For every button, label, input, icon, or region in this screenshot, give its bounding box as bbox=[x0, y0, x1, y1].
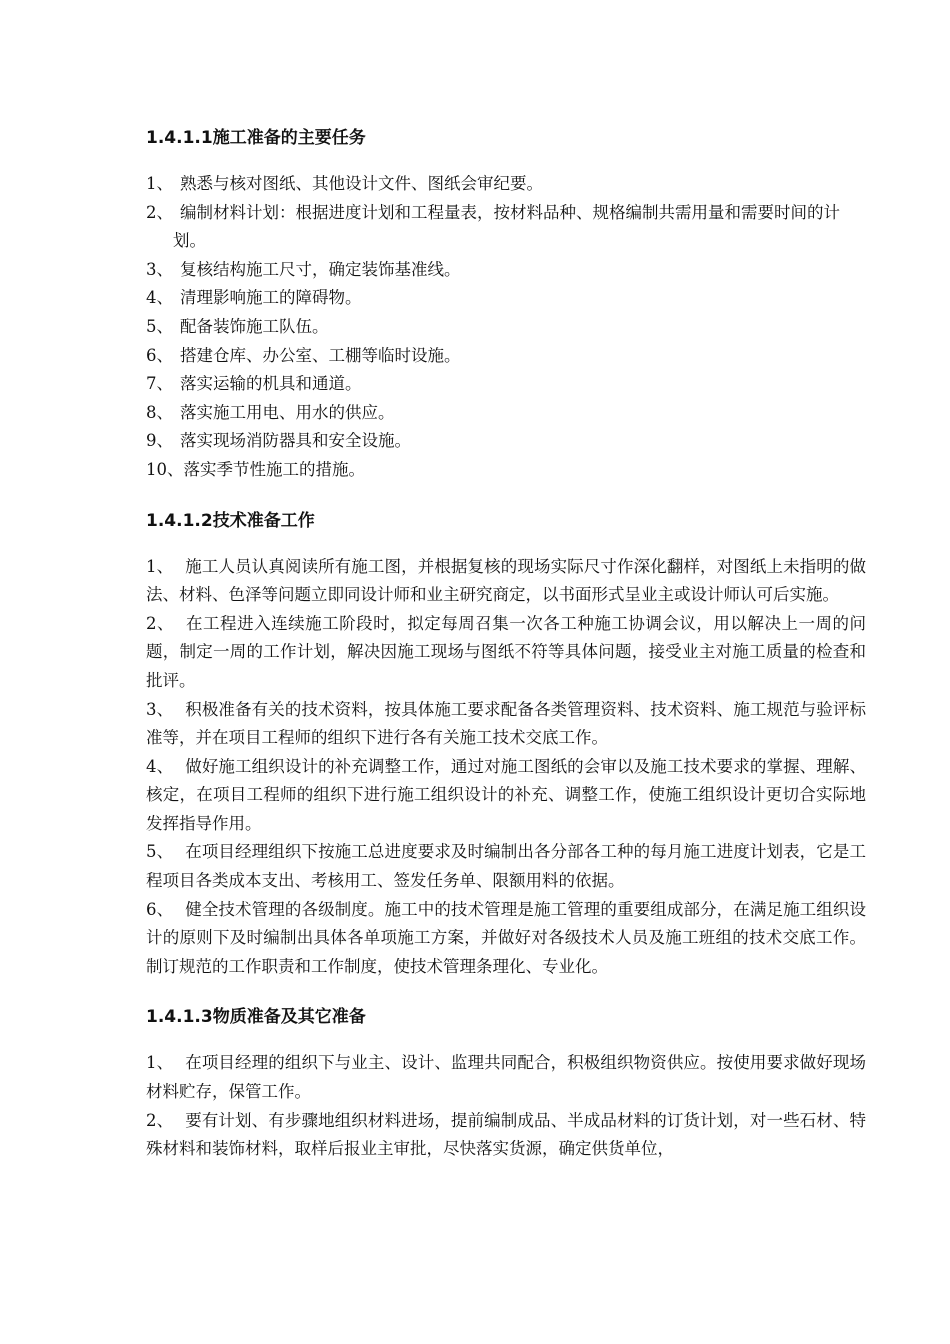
item-text: 积极准备有关的技术资料，按具体施工要求配备各类管理资料、技术资料、施工规范与验评标准等，并在项目工程师的组织下进行各有关施工技术交底工作。 bbox=[146, 699, 867, 748]
section-heading: 1.4.1.2技术准备工作 bbox=[146, 510, 315, 531]
item-text: 做好施工组织设计的补充调整工作，通过对施工图纸的会审以及施工技术要求的掌握、理解、核定，在项目工程师的组织下进行施工组织设计的补充、调整工作，使施工组织设计更切合实际地发挥指导作用。 bbox=[146, 756, 867, 833]
section-material-preparation bbox=[146, 1003, 866, 1163]
section-construction-preparation-tasks bbox=[146, 124, 866, 485]
item-number: 3、 bbox=[146, 699, 174, 719]
section-technical-preparation bbox=[146, 507, 866, 982]
task-list bbox=[146, 170, 866, 485]
item-text: 配备装饰施工队伍。 bbox=[180, 316, 329, 336]
item-number: 2、 bbox=[146, 1110, 174, 1130]
item-number: 8、 bbox=[146, 402, 173, 422]
list-item bbox=[146, 313, 866, 342]
document-body bbox=[146, 124, 866, 1164]
list-item bbox=[146, 610, 866, 696]
list-item bbox=[146, 342, 866, 371]
section-heading: 1.4.1.3物质准备及其它准备 bbox=[146, 1007, 366, 1028]
item-number: 2、 bbox=[146, 613, 175, 633]
list-item bbox=[146, 1049, 866, 1106]
item-text: 搭建仓库、办公室、工棚等临时设施。 bbox=[180, 345, 461, 365]
item-number: 5、 bbox=[146, 316, 173, 336]
item-number: 1、 bbox=[146, 174, 173, 193]
item-text: 施工人员认真阅读所有施工图，并根据复核的现场实际尺寸作深化翻样，对图纸上未指明的做法、材料、色泽等问题立即同设计师和业主研究商定，以书面形式呈业主或设计师认可后实施。 bbox=[146, 556, 867, 605]
item-text: 落实季节性施工的措施。 bbox=[183, 459, 365, 479]
list-item bbox=[146, 256, 866, 285]
item-number: 1、 bbox=[146, 1053, 174, 1073]
list-item bbox=[146, 170, 866, 199]
item-text: 落实现场消防器具和安全设施。 bbox=[180, 431, 411, 451]
item-number: 10、 bbox=[146, 459, 184, 479]
list-item bbox=[146, 399, 866, 428]
item-number: 1、 bbox=[146, 556, 174, 576]
item-number: 6、 bbox=[146, 345, 173, 365]
material-list bbox=[146, 1049, 866, 1163]
list-item bbox=[146, 696, 866, 753]
item-text: 复核结构施工尺寸，确定装饰基准线。 bbox=[180, 259, 461, 279]
item-number: 9、 bbox=[146, 431, 173, 451]
item-text: 在项目经理的组织下与业主、设计、监理共同配合，积极组织物资供应。按使用要求做好现场材料贮存，保管工作。 bbox=[146, 1053, 867, 1102]
item-number: 3、 bbox=[146, 259, 173, 279]
item-text: 要有计划、有步骤地组织材料进场，提前编制成品、半成品材料的订货计划，对一些石材、特殊材料和装饰材料，取样后报业主审批，尽快落实货源，确定供货单位， bbox=[146, 1110, 867, 1159]
list-item bbox=[146, 553, 866, 610]
list-item bbox=[146, 1107, 866, 1164]
list-item bbox=[146, 199, 866, 256]
item-text: 编制材料计划：根据进度计划和工程量表，按材料品种、规格编制共需用量和需要时间的计划。 bbox=[173, 202, 840, 251]
item-number: 4、 bbox=[146, 756, 174, 776]
item-number: 7、 bbox=[146, 374, 173, 394]
list-item bbox=[146, 427, 866, 456]
section-heading: 1.4.1.1施工准备的主要任务 bbox=[146, 128, 366, 148]
item-number: 5、 bbox=[146, 842, 174, 862]
list-item bbox=[146, 370, 866, 399]
item-text: 清理影响施工的障碍物。 bbox=[180, 288, 362, 308]
item-number: 6、 bbox=[146, 899, 174, 919]
list-item bbox=[146, 896, 866, 982]
list-item bbox=[146, 284, 866, 313]
technical-list bbox=[146, 553, 866, 982]
item-text: 落实施工用电、用水的供应。 bbox=[180, 402, 395, 422]
item-text: 熟悉与核对图纸、其他设计文件、图纸会审纪要。 bbox=[180, 174, 543, 193]
item-number: 2、 bbox=[146, 202, 173, 222]
item-number: 4、 bbox=[146, 288, 173, 308]
item-text: 落实运输的机具和通道。 bbox=[180, 374, 362, 394]
item-text: 在项目经理组织下按施工总进度要求及时编制出各分部各工种的每月施工进度计划表，它是工程项目各类成本支出、考核用工、签发任务单、限额用料的依据。 bbox=[146, 842, 867, 891]
item-text: 健全技术管理的各级制度。施工中的技术管理是施工管理的重要组成部分，在满足施工组织设计的原则下及时编制出具体各单项施工方案，并做好对各级技术人员及施工班组的技术交底工作。制订规范的工作职责和工作制度，使技术管理条理化、专业化。 bbox=[146, 899, 867, 976]
list-item bbox=[146, 753, 866, 839]
list-item bbox=[146, 456, 866, 485]
list-item bbox=[146, 838, 866, 895]
item-text: 在工程进入连续施工阶段时，拟定每周召集一次各工种施工协调会议，用以解决上一周的问题，制定一周的工作计划，解决因施工现场与图纸不符等具体问题，接受业主对施工质量的检查和批评。 bbox=[146, 613, 867, 690]
